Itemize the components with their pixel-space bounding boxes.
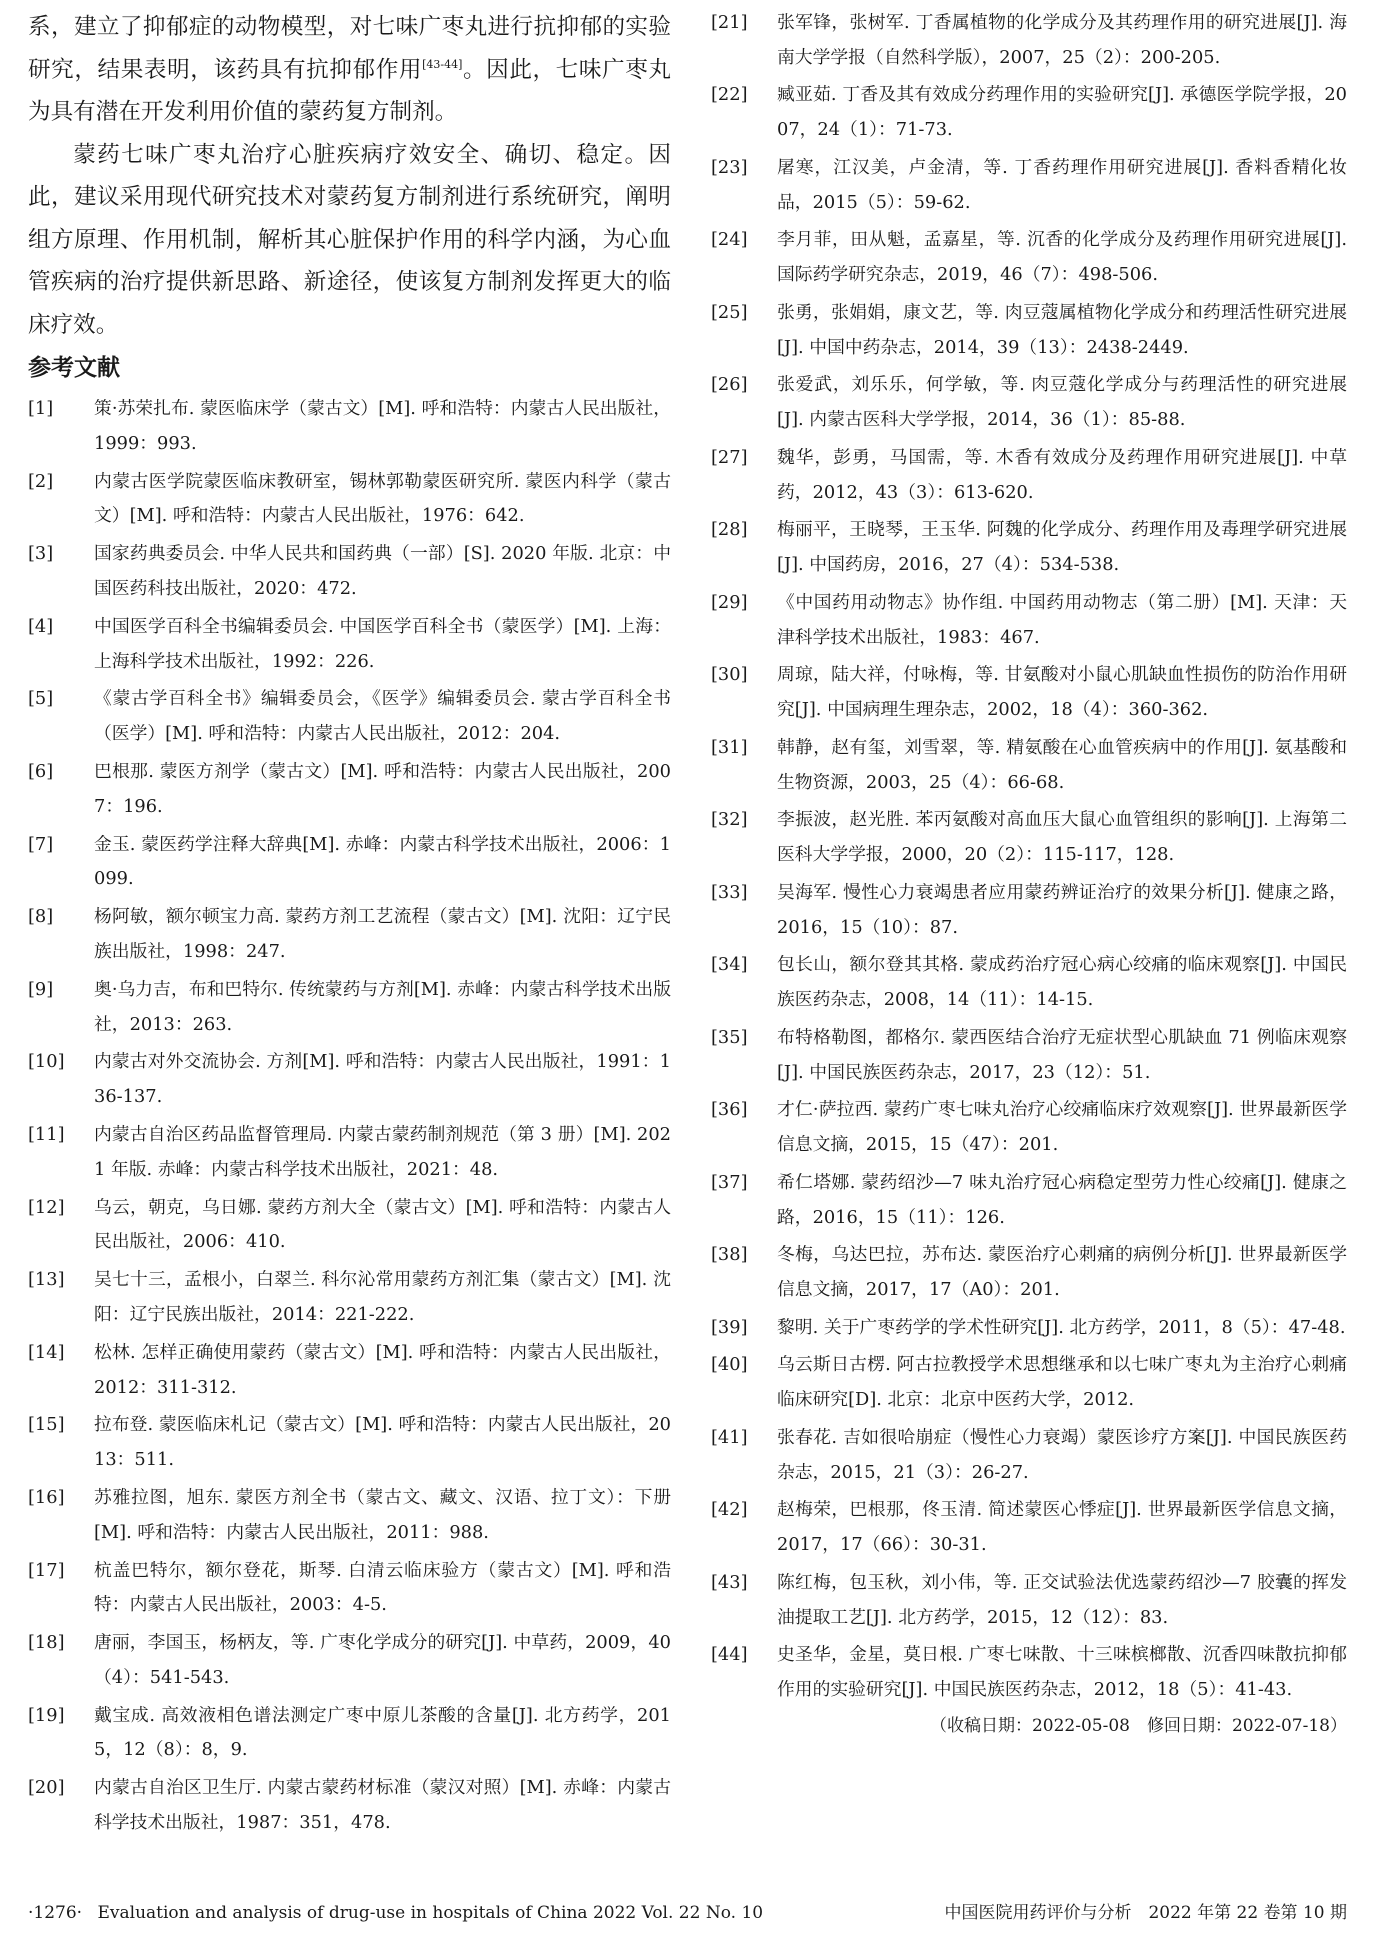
reference-number: [5] — [28, 688, 54, 710]
reference-item — [28, 1554, 671, 1624]
reference-text: 布特格勒图，都格尔. 蒙西医结合治疗无症状型心肌缺血 71 例临床观察[J]. 中国民族医药杂志，2017，23（12）：51. — [777, 1026, 1347, 1083]
reference-number: [11] — [28, 1123, 65, 1145]
reference-text: 包长山，额尔登其其格. 蒙成药治疗冠心病心绞痛的临床观察[J]. 中国民族医药杂志，2008，14（11）：14-15. — [777, 954, 1347, 1011]
page-number: ·1276· — [28, 1903, 83, 1923]
reference-number: [17] — [28, 1559, 65, 1581]
reference-number: [25] — [711, 301, 748, 323]
reference-text: 史圣华，金星，莫日根. 广枣七味散、十三味槟榔散、沉香四味散抗抑郁作用的实验研究[J]. 中国民族医药杂志，2012，18（5）：41-43. — [777, 1644, 1347, 1701]
reference-number: [1] — [28, 398, 54, 419]
references-list-left — [28, 392, 671, 1841]
reference-text: 梅丽平，王晓琴，王玉华. 阿魏的化学成分、药理作用及毒理学研究进展[J]. 中国药房，2016，27（4）：534-538. — [777, 519, 1347, 576]
reference-number: [27] — [711, 446, 748, 468]
reference-text: 内蒙古对外交流协会. 方剂[M]. 呼和浩特：内蒙古人民出版社，1991：136-137. — [94, 1051, 671, 1108]
body-paragraph-2: 蒙药七味广枣丸治疗心脏疾病疗效安全、确切、稳定。因此，建议采用现代研究技术对蒙药复方制剂进行系统研究，阐明组方原理、作用机制，解析其心脏保护作用的科学内涵，为心血管疾病的治疗提供新思路、新途径，使该复方制剂发挥更大的临床疗效。 — [28, 141, 671, 338]
reference-item — [711, 948, 1347, 1018]
citation-43-44[interactable]: [43-44] — [422, 57, 463, 71]
references-list-right — [711, 6, 1347, 1708]
reference-number: [12] — [28, 1196, 65, 1218]
reference-number: [19] — [28, 1704, 65, 1726]
reference-number: [6] — [28, 760, 54, 782]
reference-number: [15] — [28, 1414, 65, 1436]
body-paragraph-1 — [28, 6, 671, 134]
reference-number: [37] — [711, 1171, 748, 1193]
reference-text: 周琼，陆大祥，付咏梅，等. 甘氨酸对小鼠心肌缺血性损伤的防治作用研究[J]. 中国病理生理杂志，2002，18（4）：360-362. — [777, 664, 1347, 721]
reference-item — [711, 1493, 1347, 1563]
reference-number: [16] — [28, 1486, 65, 1508]
reference-text: 李振波，赵光胜. 苯丙氨酸对高血压大鼠心血管组织的影响[J]. 上海第二医科大学学报，2000，20（2）：115-117，128. — [777, 809, 1347, 866]
reference-item — [28, 465, 671, 535]
reference-item — [711, 586, 1347, 656]
reference-text: 乌云，朝克，乌日娜. 蒙药方剂大全（蒙古文）[M]. 呼和浩特：内蒙古人民出版社，2006：410. — [94, 1196, 671, 1253]
reference-item — [711, 1166, 1347, 1236]
reference-item — [711, 151, 1347, 221]
reference-item — [28, 973, 671, 1043]
reference-item — [28, 900, 671, 970]
reference-text: 策·苏荣扎布. 蒙医临床学（蒙古文）[M]. 呼和浩特：内蒙古人民出版社，1999：993. — [94, 398, 671, 454]
reference-number: [29] — [711, 591, 748, 613]
reference-text: 冬梅，乌达巴拉，苏布达. 蒙医治疗心刺痛的病例分析[J]. 世界最新医学信息文摘，2017，17（A0）：201. — [777, 1244, 1347, 1301]
reference-text: 金玉. 蒙医药学注释大辞典[M]. 赤峰：内蒙古科学技术出版社，2006：1099. — [94, 833, 671, 890]
reference-text: 吴海军. 慢性心力衰竭患者应用蒙药辨证治疗的效果分析[J]. 健康之路，2016，15（10）：87. — [777, 881, 1347, 938]
reference-item — [28, 1336, 671, 1406]
reference-item — [28, 1771, 671, 1841]
reference-number: [24] — [711, 229, 748, 251]
reference-text: 张爱武，刘乐乐，何学敏，等. 肉豆蔻化学成分与药理活性的研究进展[J]. 内蒙古医科大学学报，2014，36（1）：85-88. — [777, 374, 1347, 431]
reference-text: 张军锋，张树军. 丁香属植物的化学成分及其药理作用的研究进展[J]. 海南大学学报（自然科学版），2007，25（2）：200-205. — [777, 12, 1347, 68]
reference-text: 杭盖巴特尔，额尔登花，斯琴. 白清云临床验方（蒙古文）[M]. 呼和浩特：内蒙古人民出版社，2003：4-5. — [94, 1559, 671, 1616]
reference-text: 戴宝成. 高效液相色谱法测定广枣中原儿茶酸的含量[J]. 北方药学，2015，12（8）：8，9. — [94, 1704, 671, 1761]
reference-item — [28, 1408, 671, 1478]
reference-item — [711, 296, 1347, 366]
body-paragraph-1-end: 。因此，七味广枣丸为具有潜在开发利用价值的蒙药复方制剂。 — [28, 56, 672, 125]
right-column — [711, 0, 1347, 1741]
reference-text: 李月菲，田从魁，孟嘉星，等. 沉香的化学成分及药理作用研究进展[J]. 国际药学研究杂志，2019，46（7）：498-506. — [777, 229, 1347, 286]
reference-number: [41] — [711, 1426, 748, 1448]
reference-number: [28] — [711, 519, 748, 541]
reference-text: 内蒙古自治区药品监督管理局. 内蒙古蒙药制剂规范（第 3 册）[M]. 2021 年版. 赤峰：内蒙古科学技术出版社，2021：48. — [94, 1123, 671, 1180]
reference-text: 苏雅拉图，旭东. 蒙医方剂全书（蒙古文、藏文、汉语、拉丁文）：下册[M]. 呼和浩特：内蒙古人民出版社，2011：988. — [94, 1486, 671, 1543]
reference-number: [40] — [711, 1354, 748, 1376]
reference-text: 内蒙古医学院蒙医临床教研室，锡林郭勒蒙医研究所. 蒙医内科学（蒙古文）[M]. 呼和浩特：内蒙古人民出版社，1976：642. — [94, 470, 671, 527]
received-revised-dates: （收稿日期：2022-05-08 修回日期：2022-07-18） — [929, 1715, 1347, 1736]
reference-number: [35] — [711, 1026, 748, 1048]
reference-item — [711, 1311, 1347, 1346]
reference-item — [711, 658, 1347, 728]
reference-item — [28, 1263, 671, 1333]
reference-number: [34] — [711, 954, 748, 976]
reference-number: [9] — [28, 978, 54, 1000]
reference-text: 内蒙古自治区卫生厅. 内蒙古蒙药材标准（蒙汉对照）[M]. 赤峰：内蒙古科学技术出版社，1987：351，478. — [94, 1777, 671, 1834]
reference-text: 中国医学百科全书编辑委员会. 中国医学百科全书（蒙医学）[M]. 上海：上海科学技术出版社，1992：226. — [94, 615, 671, 672]
reference-item — [711, 441, 1347, 511]
reference-item — [711, 1093, 1347, 1163]
reference-item — [28, 610, 671, 680]
reference-text: 奥·乌力吉，布和巴特尔. 传统蒙药与方剂[M]. 赤峰：内蒙古科学技术出版社，2013：263. — [94, 978, 671, 1035]
reference-text: 魏华，彭勇，马国需，等. 木香有效成分及药理作用研究进展[J]. 中草药，2012，43（3）：613-620. — [777, 446, 1347, 503]
body-paragraph-1-text: 系，建立了抑郁症的动物模型，对七味广枣丸进行抗抑郁的实验研究，结果表明，该药具有抗抑郁作用 — [28, 14, 671, 83]
reference-item — [28, 537, 671, 607]
reference-item — [28, 1699, 671, 1769]
journal-name-cn: 中国医院用药评价与分析 2022 年第 22 卷第 10 期 — [944, 1903, 1347, 1923]
reference-item — [711, 78, 1347, 148]
reference-item — [28, 755, 671, 825]
reference-number: [4] — [28, 615, 54, 637]
reference-number: [42] — [711, 1499, 748, 1521]
reference-number: [2] — [28, 470, 54, 492]
reference-text: 唐丽，李国玉，杨柄友，等. 广枣化学成分的研究[J]. 中草药，2009，40（4）：541-543. — [94, 1632, 671, 1688]
reference-number: [10] — [28, 1051, 65, 1073]
reference-text: 拉布登. 蒙医临床札记（蒙古文）[M]. 呼和浩特：内蒙古人民出版社，2013：511. — [94, 1414, 671, 1471]
reference-text: 韩静，赵有玺，刘雪翠，等. 精氨酸在心血管疾病中的作用[J]. 氨基酸和生物资源，2003，25（4）：66-68. — [777, 736, 1347, 793]
reference-text: 赵梅荣，巴根那，佟玉清. 简述蒙医心悸症[J]. 世界最新医学信息文摘，2017，17（66）：30-31. — [777, 1499, 1347, 1556]
reference-item — [28, 1481, 671, 1551]
reference-number: [3] — [28, 543, 54, 565]
reference-number: [26] — [711, 374, 748, 396]
reference-number: [23] — [711, 156, 748, 178]
reference-item — [711, 6, 1347, 76]
reference-item — [711, 1638, 1347, 1708]
reference-item — [711, 1021, 1347, 1091]
reference-text: 黎明. 关于广枣药学的学术性研究[J]. 北方药学，2011，8（5）：47-48. — [777, 1316, 1346, 1338]
reference-item — [28, 828, 671, 898]
reference-number: [44] — [711, 1644, 748, 1666]
reference-item — [711, 876, 1347, 946]
reference-text: 乌云斯日古楞. 阿古拉教授学术思想继承和以七味广枣丸为主治疗心刺痛临床研究[D]. 北京：北京中医药大学，2012. — [777, 1354, 1347, 1411]
reference-item — [28, 682, 671, 752]
left-column — [28, 0, 671, 1844]
reference-text: 巴根那. 蒙医方剂学（蒙古文）[M]. 呼和浩特：内蒙古人民出版社，2007：196. — [94, 760, 671, 817]
reference-item — [28, 392, 671, 462]
reference-number: [31] — [711, 736, 748, 758]
page-footer — [28, 1900, 1347, 1926]
reference-item — [711, 368, 1347, 438]
reference-item — [28, 1191, 671, 1261]
reference-text: 《蒙古学百科全书》编辑委员会，《医学》编辑委员会. 蒙古学百科全书（医学）[M]. 呼和浩特：内蒙古人民出版社，2012：204. — [94, 688, 671, 745]
reference-number: [32] — [711, 809, 748, 831]
reference-text: 希仁塔娜. 蒙药绍沙—7 味丸治疗冠心病稳定型劳力性心绞痛[J]. 健康之路，2016，15（11）：126. — [777, 1171, 1347, 1228]
reference-text: 吴七十三，孟根小，白翠兰. 科尔沁常用蒙药方剂汇集（蒙古文）[M]. 沈阳：辽宁民族出版社，2014：221-222. — [94, 1269, 671, 1325]
reference-number: [20] — [28, 1777, 65, 1799]
reference-text: 才仁·萨拉西. 蒙药广枣七味丸治疗心绞痛临床疗效观察[J]. 世界最新医学信息文摘，2015，15（47）：201. — [777, 1099, 1347, 1156]
reference-number: [33] — [711, 881, 748, 903]
reference-text: 陈红梅，包玉秋，刘小伟，等. 正交试验法优选蒙药绍沙—7 胶囊的挥发油提取工艺[J]. 北方药学，2015，12（12）：83. — [777, 1571, 1347, 1628]
reference-text: 臧亚茹. 丁香及其有效成分药理作用的实验研究[J]. 承德医学院学报，2007，24（1）：71-73. — [777, 84, 1347, 141]
reference-item — [711, 1566, 1347, 1636]
reference-item — [711, 513, 1347, 583]
reference-text: 松林. 怎样正确使用蒙药（蒙古文）[M]. 呼和浩特：内蒙古人民出版社，2012：311-312. — [94, 1341, 671, 1398]
footer-left — [28, 1900, 773, 1926]
reference-number: [13] — [28, 1269, 65, 1291]
reference-number: [36] — [711, 1099, 748, 1121]
reference-text: 国家药典委员会. 中华人民共和国药典（一部）[S]. 2020 年版. 北京：中国医药科技出版社，2020：472. — [94, 543, 671, 599]
reference-number: [22] — [711, 84, 748, 106]
reference-item — [711, 731, 1347, 801]
reference-item — [711, 1238, 1347, 1308]
reference-text: 张春花. 吉如很哈崩症（慢性心力衰竭）蒙医诊疗方案[J]. 中国民族医药杂志，2015，21（3）：26-27. — [777, 1426, 1347, 1483]
references-heading: 参考文献 — [28, 355, 120, 381]
reference-number: [7] — [28, 833, 54, 855]
reference-number: [21] — [711, 12, 748, 33]
reference-number: [14] — [28, 1341, 65, 1363]
reference-item — [711, 1348, 1347, 1418]
reference-number: [30] — [711, 664, 748, 686]
reference-text: 《中国药用动物志》协作组. 中国药用动物志（第二册）[M]. 天津：天津科学技术出版社，1983：467. — [777, 591, 1347, 648]
reference-text: 张勇，张娟娟，康文艺，等. 肉豆蔻属植物化学成分和药理活性研究进展[J]. 中国中药杂志，2014，39（13）：2438-2449. — [777, 301, 1347, 358]
reference-number: [39] — [711, 1316, 748, 1338]
reference-number: [18] — [28, 1632, 65, 1654]
reference-item — [711, 1421, 1347, 1491]
reference-item — [28, 1118, 671, 1188]
reference-number: [38] — [711, 1244, 748, 1266]
reference-item — [28, 1626, 671, 1696]
reference-number: [8] — [28, 906, 54, 928]
reference-text: 屠寒，江汉美，卢金清，等. 丁香药理作用研究进展[J]. 香料香精化妆品，2015（5）：59-62. — [777, 156, 1347, 213]
reference-text: 杨阿敏，额尔顿宝力高. 蒙药方剂工艺流程（蒙古文）[M]. 沈阳：辽宁民族出版社，1998：247. — [94, 906, 671, 962]
reference-item — [28, 1045, 671, 1115]
reference-number: [43] — [711, 1571, 748, 1593]
reference-item — [711, 223, 1347, 293]
reference-item — [711, 803, 1347, 873]
journal-name-en: Evaluation and analysis of drug-use in hospitals of China 2022 Vol. 22 No. 10 — [97, 1903, 764, 1923]
